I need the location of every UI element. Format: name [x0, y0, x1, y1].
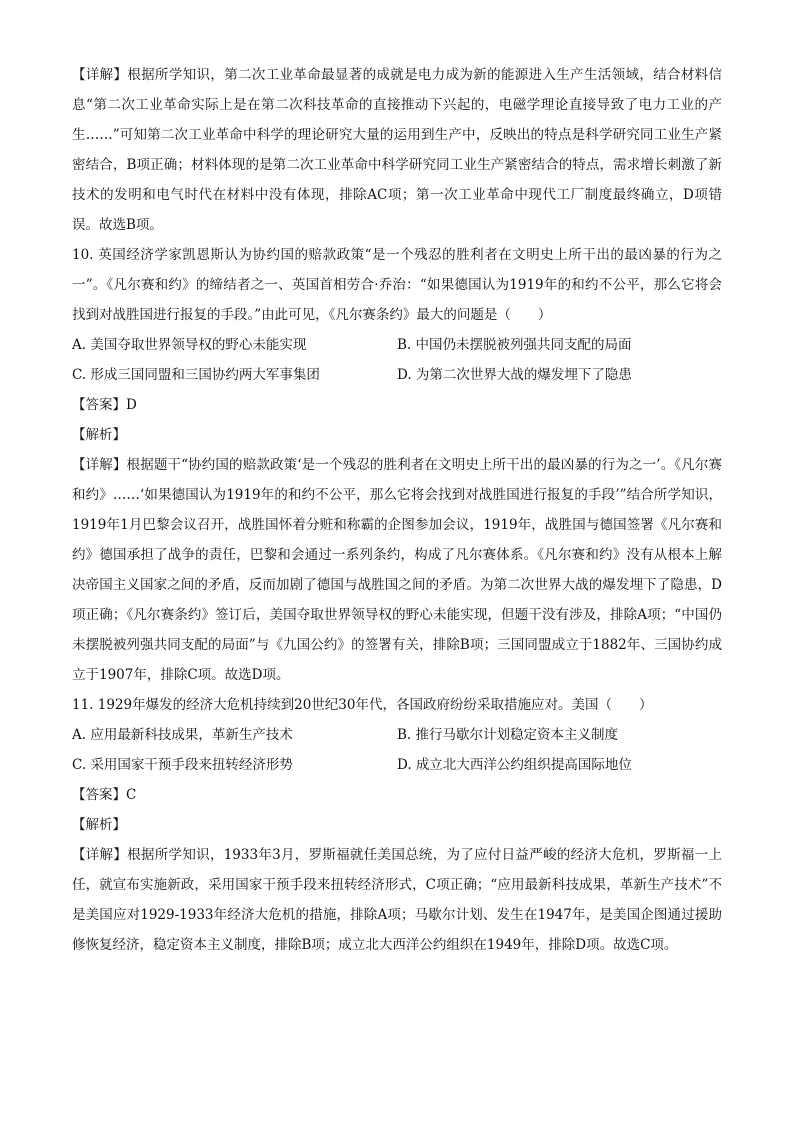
q11-option-b: B. 推行马歇尔计划稳定资本主义制度 — [397, 727, 619, 743]
q10-options — [72, 330, 722, 390]
q11-answer: 【答案】C — [72, 787, 137, 803]
q9-detail: 【详解】根据所学知识，第二次工业革命最显著的成就是电力成为新的能源进入生产生活领域，结合材料信息“第二次工业革命实际上是在第二次科技革命的直接推动下兴起的，电磁学理论直接导致了电力工业的产生……”可知第二次工业革命中科学的理论研究大量的运用到生产中，反映出的特点是科学研究同工业生产紧密结合，B项正确；材料体现的是第二次工业革命中科学研究同工业生产紧密结合的特点，需求增长刺激了新技术的发明和电气时代在材料中没有体现，排除AC项；第一次工业革命中现代工厂制度最终确立，D项错误。故选B项。 — [72, 67, 722, 233]
q10-option-b: B. 中国仍未摆脱被列强共同支配的局面 — [397, 337, 632, 353]
q10-option-a: A. 美国夺取世界领导权的野心未能实现 — [72, 337, 307, 353]
q10-option-c: C. 形成三国同盟和三国协约两大军事集团 — [72, 367, 320, 383]
q11-stem: 11. 1929年爆发的经济大危机持续到20世纪30年代，各国政府纷纷采取措施应对。美国（ ） — [72, 697, 653, 713]
q11-option-c: C. 采用国家干预手段来扭转经济形势 — [72, 757, 293, 773]
q10-answer: 【答案】D — [72, 397, 137, 413]
q10-analysis-heading: 【解析】 — [72, 427, 126, 443]
q11-options — [72, 720, 722, 780]
q11-option-a: A. 应用最新科技成果，革新生产技术 — [72, 727, 293, 743]
q11-option-d: D. 成立北大西洋公约组织提高国际地位 — [397, 757, 632, 773]
q10-option-d: D. 为第二次世界大战的爆发埋下了隐患 — [397, 367, 632, 383]
q11-analysis-heading: 【解析】 — [72, 817, 126, 833]
q10-detail: 【详解】根据题干“协约国的赔款政策‘是一个残忍的胜利者在文明史上所干出的最凶暴的行为之一’。《凡尔赛和约》……‘如果德国认为1919年的和约不公平，那么它将会找到对战胜国进行报复的手段’”结合所学知识，1919年1月巴黎会议召开，战胜国怀着分赃和称霸的企图参加会议，1919年，战胜国与德国签署《凡尔赛和约》德国承担了战争的责任，巴黎和会通过一系列条约，构成了凡尔赛体系。《凡尔赛和约》没有从根本上解决帝国主义国家之间的矛盾，反而加剧了德国与战胜国之间的矛盾。为第二次世界大战的爆发埋下了隐患，D项正确；《凡尔赛条约》签订后，美国夺取世界领导权的野心未能实现，但题干没有涉及，排除A项；“中国仍未摆脱被列强共同支配的局面”与《九国公约》的签署有关，排除B项；三国同盟成立于1882年、三国协约成立于1907年，排除C项。故选D项。 — [72, 457, 722, 683]
q11-detail: 【详解】根据所学知识，1933年3月，罗斯福就任美国总统，为了应付日益严峻的经济大危机，罗斯福一上任，就宣布实施新政，采用国家干预手段来扭转经济形式，C项正确；“应用最新科技成果，革新生产技术”不是美国应对1929-1933年经济大危机的措施，排除A项；马歇尔计划、发生在1947年，是美国企图通过援助修恢复经济，稳定资本主义制度，排除B项；成立北大西洋公约组织在1949年，排除D项。故选C项。 — [72, 847, 722, 953]
document-page — [72, 60, 722, 960]
q10-stem: 10. 英国经济学家凯恩斯认为协约国的赔款政策“是一个残忍的胜利者在文明史上所干出的最凶暴的行为之一”。《凡尔赛和约》的缔结者之一、英国首相劳合·乔治：“如果德国认为1919年的和约不公平，那么它将会找到对战胜国进行报复的手段。”由此可见，《凡尔赛条约》最大的问题是（ ） — [72, 247, 722, 323]
